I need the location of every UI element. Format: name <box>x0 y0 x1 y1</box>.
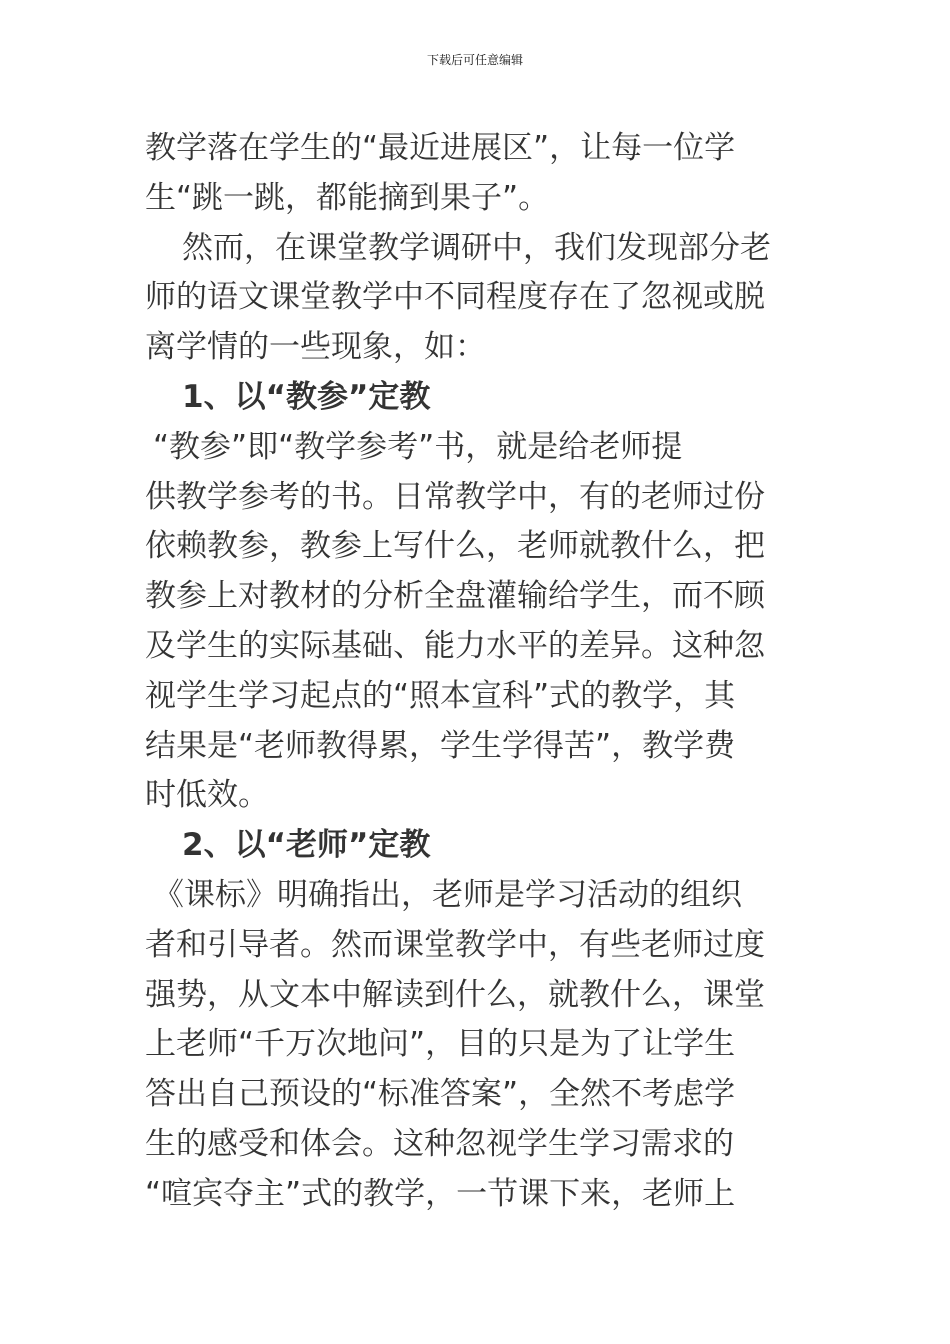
body-line: 教学落在学生的“最近进展区”，让每一位学 <box>145 130 736 166</box>
page-header: 下载后可任意编辑 <box>426 53 523 67</box>
body-line: 答出自己预设的“标准答案”，全然不考虑学 <box>145 1076 736 1113</box>
body-line: 者和引导者。然而课堂教学中，有些老师过度 <box>145 926 765 963</box>
body-line: 供教学参考的书。日常教学中，有的老师过份 <box>145 478 765 515</box>
section-heading-2: 2、以“老师”定教 <box>182 827 431 864</box>
body-line: 结果是“老师教得累，学生学得苦”，教学费 <box>145 727 736 764</box>
body-line: 生的感受和体会。这种忽视学生学习需求的 <box>145 1125 734 1162</box>
body-line: 师的语文课堂教学中不同程度存在了忽视或脱 <box>145 279 765 316</box>
body-line: 强势，从文本中解读到什么，就教什么，课堂 <box>145 976 765 1013</box>
body-line: 然而，在课堂教学调研中，我们发现部分老 <box>182 229 771 266</box>
body-line: “喧宾夺主”式的教学，一节课下来，老师上 <box>145 1175 736 1212</box>
body-line: 及学生的实际基础、能力水平的差异。这种忽 <box>145 627 765 664</box>
body-line: 上老师“千万次地问”，目的只是为了让学生 <box>145 1026 736 1063</box>
body-line: 视学生学习起点的“照本宣科”式的教学，其 <box>145 677 736 714</box>
section-heading-1: 1、以“教参”定教 <box>182 378 431 415</box>
body-line: 依赖教参，教参上写什么，老师就教什么，把 <box>145 528 765 565</box>
body-line: “教参”即“教学参考”书，就是给老师提 <box>153 428 683 465</box>
body-line: 离学情的一些现象，如： <box>145 329 486 366</box>
body-line: 《课标》明确指出，老师是学习活动的组织 <box>153 876 742 913</box>
body-line: 时低效。 <box>145 777 269 814</box>
body-line: 生“跳一跳，都能摘到果子”。 <box>145 179 550 216</box>
body-line: 教参上对教材的分析全盘灌输给学生，而不顾 <box>145 578 765 615</box>
document-body <box>145 124 805 1220</box>
